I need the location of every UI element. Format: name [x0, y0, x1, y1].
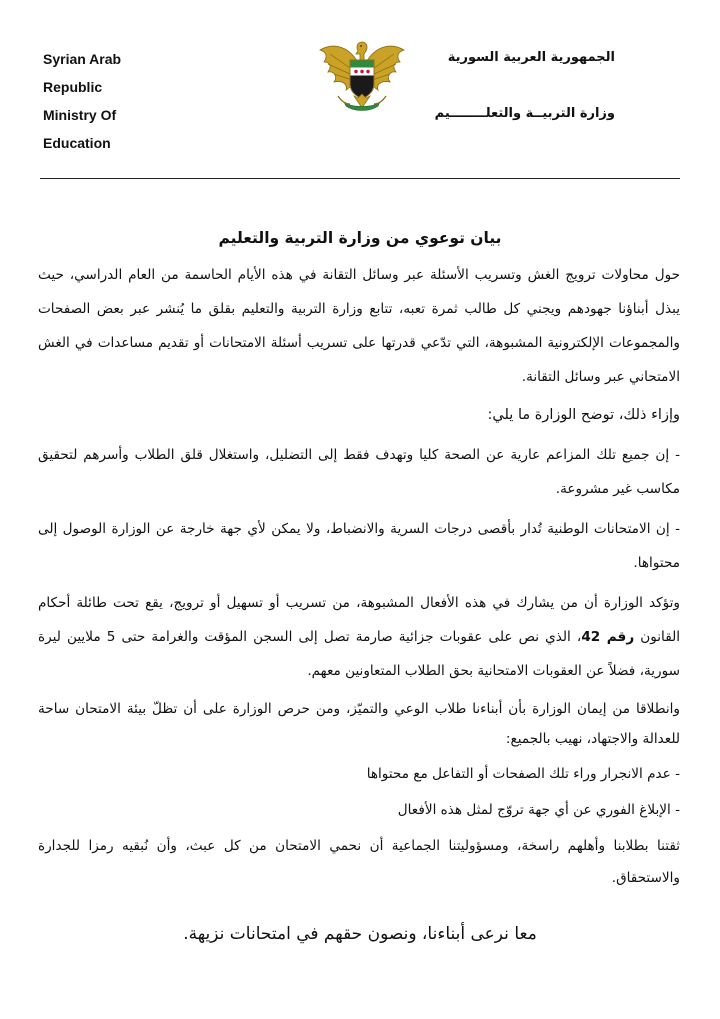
appeal-paragraph: وانطلاقا من إيمان الوزارة بأن أبناءنا طلاب الوعي والتميّز، ومن حرص الوزارة على أن تظلّ بيئة الامتحان ساحة للعدالة والاجتهاد، نهيب بالجميع: [38, 701, 680, 747]
header-divider [40, 178, 680, 179]
header-line-country-2: Republic [43, 79, 103, 95]
header-ministry-arabic: وزارة التربيــة والتعلــــــــيم [434, 106, 615, 121]
lead-paragraph: وإزاء ذلك، توضح الوزارة ما يلي: [487, 407, 680, 423]
law-text-start: وتؤكد الوزارة أن من يشارك في هذه الأفعال المشبوهة، من تسريب أو تسهيل أو ترويج، يقع تحت طائلة أحكام القانون [38, 595, 680, 645]
header-country-arabic: الجمهورية العربية السورية [447, 50, 615, 65]
law-text-end: ، الذي نص على عقوبات جزائية صارمة تصل إلى السجن المؤقت والغرامة حتى 5 ملايين ليرة سورية، فضلاً عن العقوبات الامتحانية بحق الطلاب المتعاونين معهم. [38, 629, 680, 679]
closing-line: معا نرعى أبناءنا، ونصون حقهم في امتحانات نزيهة. [183, 924, 537, 944]
header-line-ministry-1: Ministry Of [43, 107, 117, 123]
header-line-country-1: Syrian Arab [43, 51, 122, 67]
header-line-ministry-2: Education [43, 135, 111, 151]
request-2-paragraph: - الإبلاغ الفوري عن أي جهة تروّج لمثل هذه الأفعال [397, 802, 680, 818]
point-2-paragraph: - إن الامتحانات الوطنية تُدار بأقصى درجات السرية والانضباط، ولا يمكن لأي جهة خارجة عن الوزارة الوصول إلى محتواها. [38, 521, 680, 571]
trust-paragraph: ثقتنا بطلابنا وأهلهم راسخة، ومسؤوليتنا الجماعية أن نحمي الامتحان من كل عبث، وأن نُبقيه رمزا للجدارة والاستحقاق. [38, 838, 680, 886]
arabic-header [435, 46, 615, 126]
request-1-paragraph: - عدم الانجرار وراء تلك الصفحات أو التفاعل مع محتواها [366, 766, 680, 782]
law-number: رقم 42 [581, 629, 635, 645]
english-header [43, 45, 203, 157]
document-title: بيان توعوي من وزارة التربية والتعليم [218, 229, 502, 247]
statement-body [38, 258, 680, 894]
point-1-paragraph: - إن جميع تلك المزاعم عارية عن الصحة كليا وتهدف فقط إلى التضليل، واستغلال قلق الطلاب وأسرهم لتحقيق مكاسب غير مشروعة. [38, 447, 680, 497]
intro-paragraph: حول محاولات ترويج الغش وتسريب الأسئلة عبر وسائل التقانة في هذه الأيام الحاسمة من العام الدراسي، حيث يبذل أبناؤنا جهودهم ويجني كل طالب ثمرة تعبه، تتابع وزارة التربية والتعليم بقلق ما يُنشر عبر بعض الصفحات والمجموعات الإلكترونية المشبوهة، التي تدّعي قدرتها على تسريب أسئلة الامتحانات أو تقديم مساعدات في الغش الامتحاني عبر وسائل التقانة. [38, 267, 680, 385]
law-paragraph [38, 586, 680, 688]
syrian-eagle-emblem-icon [316, 36, 408, 118]
